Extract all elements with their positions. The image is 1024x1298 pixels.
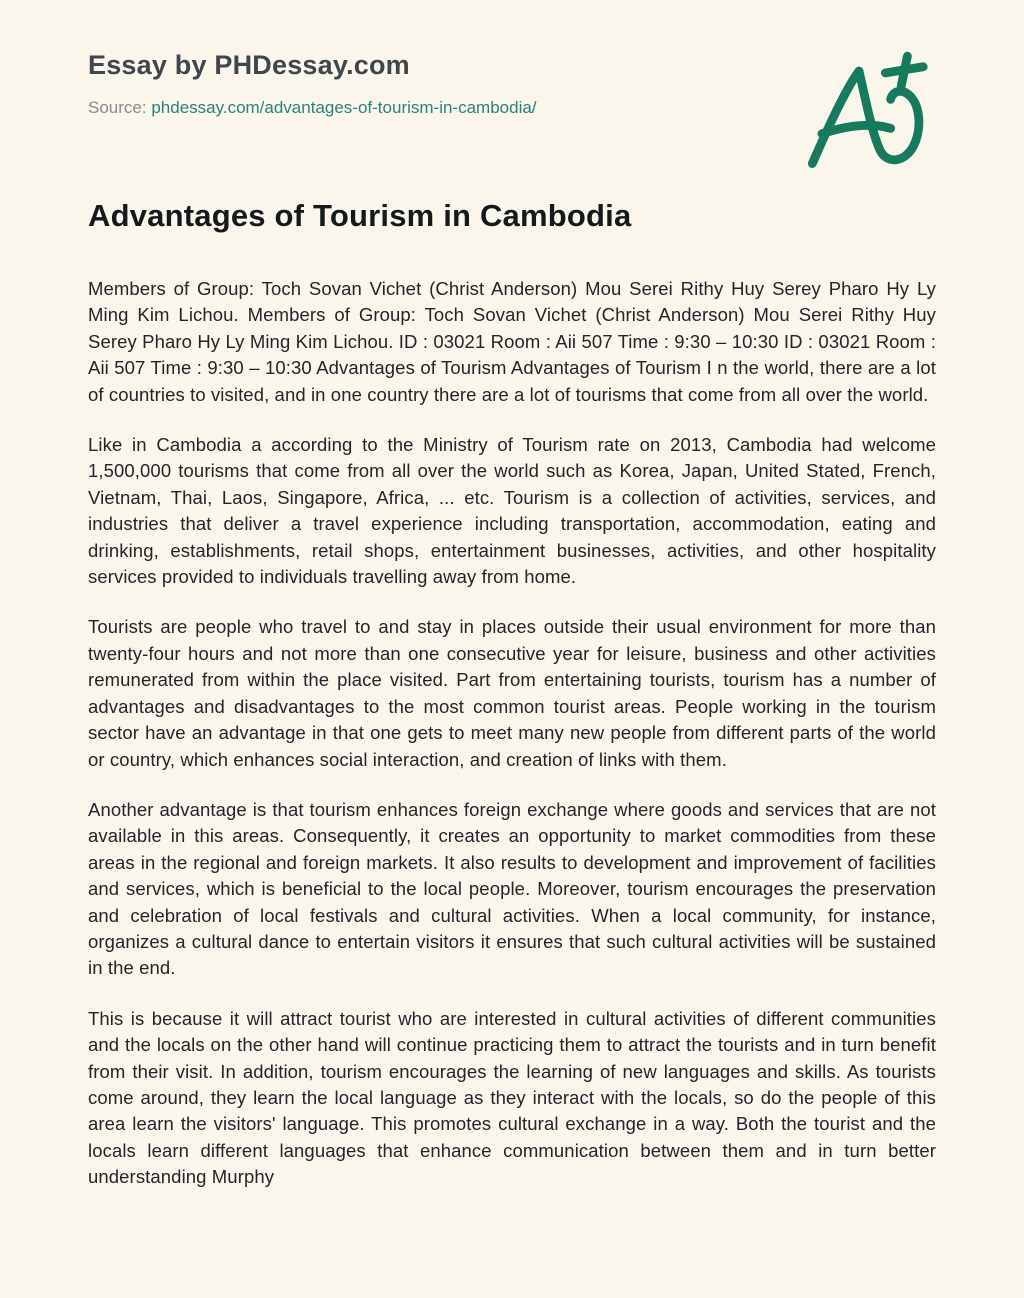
paragraph-1: Members of Group: Toch Sovan Vichet (Christ Anderson) Mou Serei Rithy Huy Serey Pharo Hy Ly Ming Kim Lichou. Members of Group: Toch Sovan Vichet (Christ Anderson) Mou Serei Rithy Huy Serey Pharo Hy Ly Ming Kim Lichou. ID : 03021 Room : Aii 507 Time : 9:30 – 10:30 ID : 03021 Room : Aii 507 Time : 9:30 – 10:30 Advantages of Tourism Advantages of Tourism I n the world, there are a lot of countries to visited, and in one country there are a lot of tourisms that come from all over the world.: [88, 278, 936, 405]
source-line: [88, 98, 537, 118]
phdessay-a-plus-logo-icon: [800, 44, 932, 174]
paragraph-5: This is because it will attract tourist who are interested in cultural activities of different communities and the locals on the other hand will continue practicing them to attract the tourists and in turn benefit from their visit. In addition, tourism encourages the learning of new languages and skills. As tourists come around, they learn the local language as they interact with the locals, so do the people of this area learn the visitors' language. This promotes cultural exchange in a way. Both the tourist and the locals learn different languages that enhance communication between them and in turn better understanding Murphy: [88, 1007, 936, 1188]
paragraph-4: Another advantage is that tourism enhances foreign exchange where goods and services that are not available in this areas. Consequently, it creates an opportunity to market commodities from these areas in the regional and foreign markets. It also results to development and improvement of facilities and services, which is beneficial to the local people. Moreover, tourism encourages the preservation and celebration of local festivals and cultural activities. When a local community, for instance, organizes a cultural dance to entertain visitors it ensures that such cultural activities will be sustained in the end.: [88, 798, 936, 979]
paragraph-2: Like in Cambodia a according to the Ministry of Tourism rate on 2013, Cambodia had welcome 1,500,000 tourisms that come from all over the world such as Korea, Japan, United Stated, French, Vietnam, Thai, Laos, Singapore, Africa, ... etc. Tourism is a collection of activities, services, and industries that deliver a travel experience including transportation, accommodation, eating and drinking, establishments, retail shops, entertainment businesses, activities, and other hospitality services provided to individuals travelling away from home.: [88, 434, 936, 588]
source-link[interactable]: phdessay.com/advantages-of-tourism-in-cambodia/: [151, 98, 537, 117]
page-header: [88, 46, 936, 174]
paragraph-3: Tourists are people who travel to and stay in places outside their usual environment for more than twenty-four hours and not more than one consecutive year for leisure, business and other activities remunerated from within the place visited. Part from entertaining tourists, tourism has a number of advantages and disadvantages to the most common tourist areas. People working in the tourism sector have an advantage in that one gets to meet many new people from different parts of the world or country, which enhances social interaction, and creation of links with them.: [88, 616, 936, 770]
brand-title: Essay by PHDessay.com: [88, 50, 410, 80]
source-label: Source:: [88, 98, 147, 117]
header-left: [88, 46, 537, 118]
article-title: Advantages of Tourism in Cambodia: [88, 198, 632, 233]
article-body: [88, 276, 936, 1191]
